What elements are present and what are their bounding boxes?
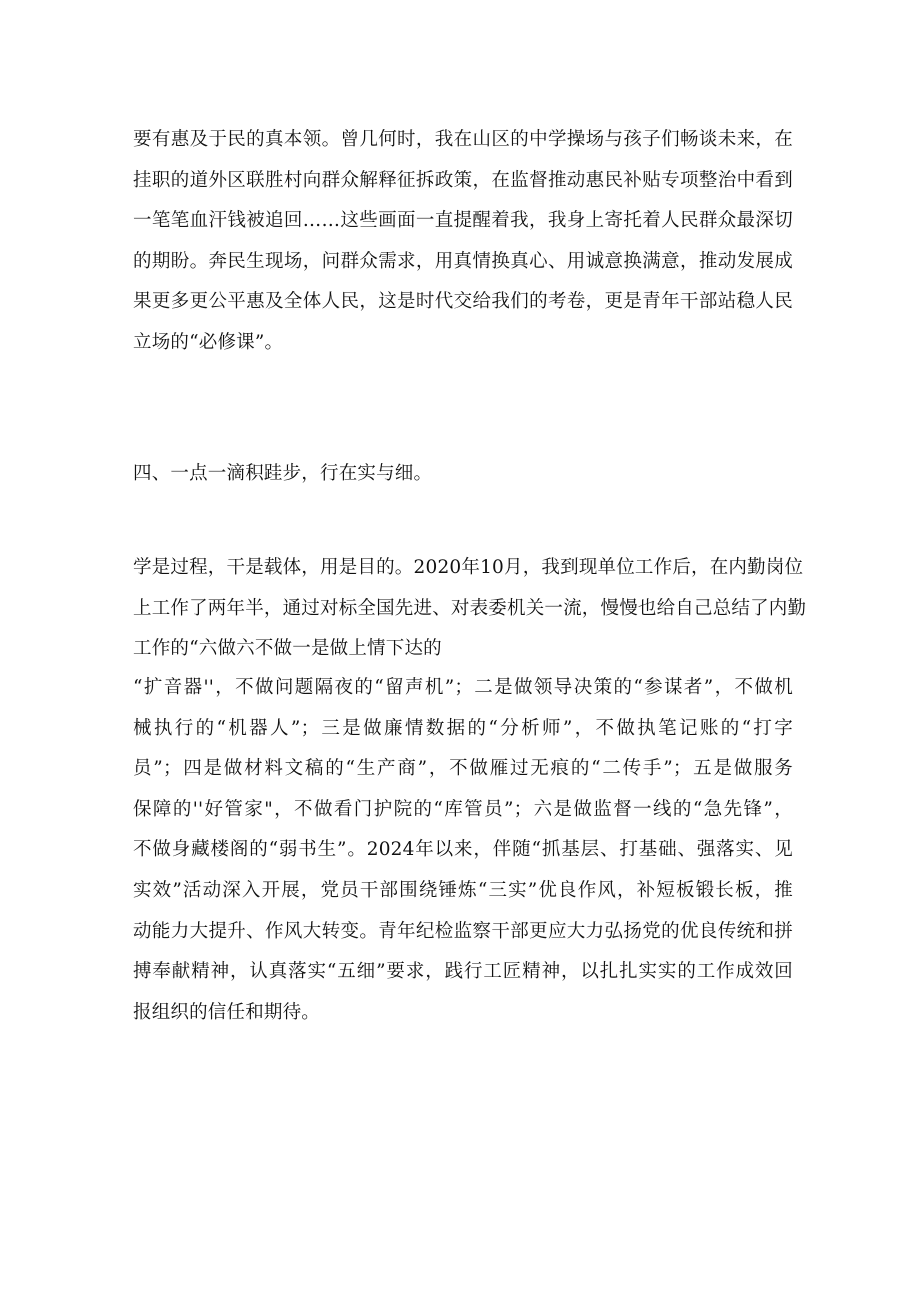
text-line: 报组织的信任和期待。 — [133, 1001, 321, 1023]
text-line: 的期盼。奔民生现场，问群众需求，用真情换真心、用诚意换满意，推动发展成 — [133, 250, 793, 272]
text-line: 工作的“六做六不做一是做上情下达的 — [133, 638, 442, 660]
text-line: 学是过程，干是载体，用是目的。2020年10月，我到现单位工作后，在内勤岗位 — [133, 557, 804, 578]
text-line: 实效”活动深入开展，党员干部围绕锤炼“三实”优良作风，补短板锻长板，推 — [133, 879, 793, 901]
text-line: 挂职的道外区联胜村向群众解释征拆政策，在监督推动惠民补贴专项整治中看到 — [133, 169, 793, 191]
text-line: 员”；四是做材料文稿的“生产商”，不做雁过无痕的“二传手”；五是做服务 — [133, 758, 793, 780]
heading-text: 四、一点一滴积跬步，行在实与细。 — [133, 463, 433, 484]
text-line: 保障的''好管家"，不做看门护院的“库管员”；六是做监督一线的“急先锋”， — [133, 798, 793, 820]
text-line: 械执行的“机器人”；三是做廉情数据的“分析师”，不做执笔记账的“打字 — [133, 717, 793, 739]
text-line: 动能力大提升、作风大转变。青年纪检监察干部更应大力弘扬党的优良传统和拼 — [133, 920, 793, 942]
paragraph-people-service — [133, 120, 793, 364]
paragraph-work-process — [133, 548, 807, 670]
text-line: 上工作了两年半，通过对标全国先进、对表委机关一流，慢慢也给自己总结了内勤 — [133, 597, 807, 619]
text-line: “扩音器''，不做问题隔夜的“留声机”；二是做领导决策的“参谋者”，不做机 — [133, 677, 793, 698]
paragraph-six-do-six-dont — [133, 668, 793, 1033]
text-line: 不做身藏楼阁的“弱书生”。2024年以来，伴随“抓基层、打基础、强落实、见 — [133, 839, 793, 861]
text-line: 要有惠及于民的真本领。曾几何时，我在山区的中学操场与孩子们畅谈未来，在 — [133, 129, 793, 150]
text-line: 一笔笔血汗钱被追回……这些画面一直提醒着我，我身上寄托着人民群众最深切 — [133, 210, 793, 232]
section-heading-four — [133, 454, 793, 495]
text-line: 搏奉献精神，认真落实“五细”要求，践行工匠精神，以扎扎实实的工作成效回 — [133, 961, 793, 983]
text-line: 果更多更公平惠及全体人民，这是时代交给我们的考卷，更是青年干部站稳人民 — [133, 291, 793, 313]
text-line: 立场的“必修课”。 — [133, 331, 284, 353]
